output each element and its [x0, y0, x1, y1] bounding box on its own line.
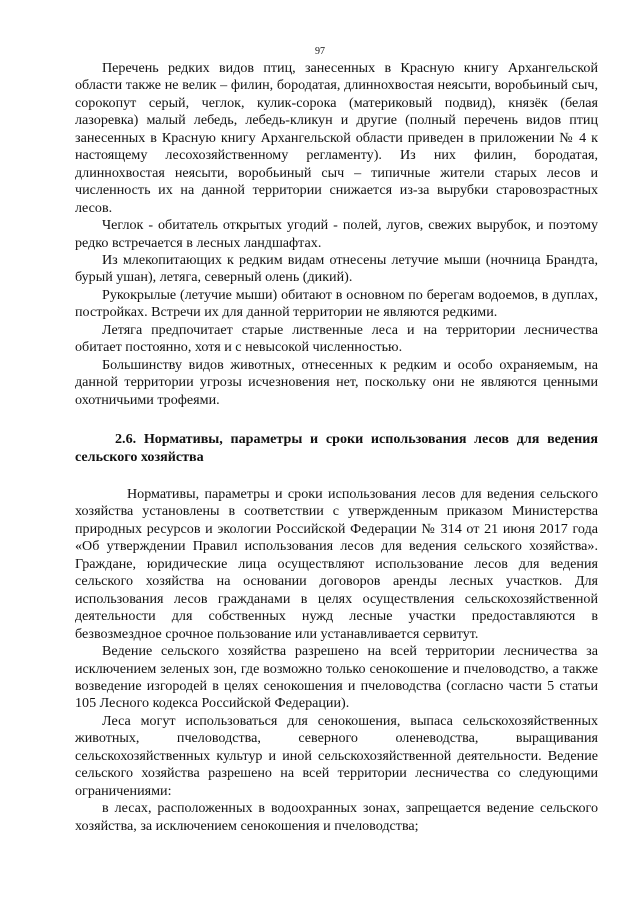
paragraph-no-extinction-threat: Большинству видов животных, отнесенных к редким и особо охраняемым, на данной территории угрозы исчезновения нет, поскольку они не являются ценными охотничьими трофеями. — [75, 356, 598, 408]
paragraph-flying-squirrel: Летяга предпочитает старые лиственные леса и на территории лесничества обитает постоянно, хотя и с невысокой численностью. — [75, 321, 598, 356]
paragraph-agriculture-permitted: Ведение сельского хозяйства разрешено на всей территории лесничества за исключением зеленых зон, где возможно только сенокошение и пчеловодство, а также возведение изгородей в целях сенокошения и пчеловодства (согласно части 5 статьи 105 Лесного кодекса Российской Федерации). — [75, 643, 598, 712]
paragraph-water-protection-zones: в лесах, расположенных в водоохранных зонах, запрещается ведение сельского хозяйства, за исключением сенокошения и пчеловодства; — [75, 800, 598, 834]
page-number: 97 — [315, 46, 325, 57]
paragraph-rare-birds: Перечень редких видов птиц, занесенных в Красную книгу Архангельской области также не велик – филин, бородатая, длиннохвостая неясыти, воробьиный сыч, сорокопут серый, чеглок, кулик-сорока (материковый подвид), князёк (белая лазоревка) малый лебедь, лебедь-кликун и другие (полный перечень видов птиц занесенных в Красную книгу Архангельской области приведен в приложении № 4 к настоящему лесохозяйственному регламенту). Из них филин, бородатая, длиннохвостая неясыти, воробьиный сыч – типичные жители старых лесов и численность их на данной территории снижается из-за вырубки старовозрастных лесов. — [75, 60, 598, 216]
paragraph-forest-uses: Леса могут использоваться для сенокошения, выпаса сельскохозяйственных животных, пчеловодства, северного оленеводства, выращивания сельскохозяйственных культур и иной сельскохозяйственной деятельности. Ведение сельского хозяйства разрешено на всей территории лесничества со следующими ограничениями: — [75, 712, 598, 799]
paragraph-standards: Нормативы, параметры и сроки использования лесов для ведения сельского хозяйства установлены в соответствии с утвержденным приказом Министерства природных ресурсов и экологии Российской Федерации № 314 от 21 июня 2017 года «Об утверждении Правил использования лесов для ведения сельского хозяйства». Граждане, юридические лица осуществляют использование лесов для ведения сельского хозяйства на основании договоров аренды лесных участков. Для использования лесов гражданами в целях осуществления сельскохозяйственной деятельности для собственных нужд лесные участки предоставляются в безвозмездное срочное пользование или устанавливается сервитут. — [75, 485, 598, 642]
paragraph-hobby-falcon: Чеглок - обитатель открытых угодий - полей, лугов, свежих вырубок, и поэтому редко встречается в лесных ландшафтах. — [75, 217, 598, 251]
paragraph-bats: Рукокрылые (летучие мыши) обитают в основном по берегам водоемов, в дуплах, постройках. Встречи их для данной территории не являются редкими. — [75, 286, 598, 321]
page-content — [75, 60, 598, 835]
paragraph-rare-mammals: Из млекопитающих к редким видам отнесены летучие мыши (ночница Брандта, бурый ушан), летяга, северный олень (дикий). — [75, 251, 598, 286]
section-heading: 2.6. Нормативы, параметры и сроки использования лесов для ведения сельского хозяйства — [75, 431, 598, 465]
